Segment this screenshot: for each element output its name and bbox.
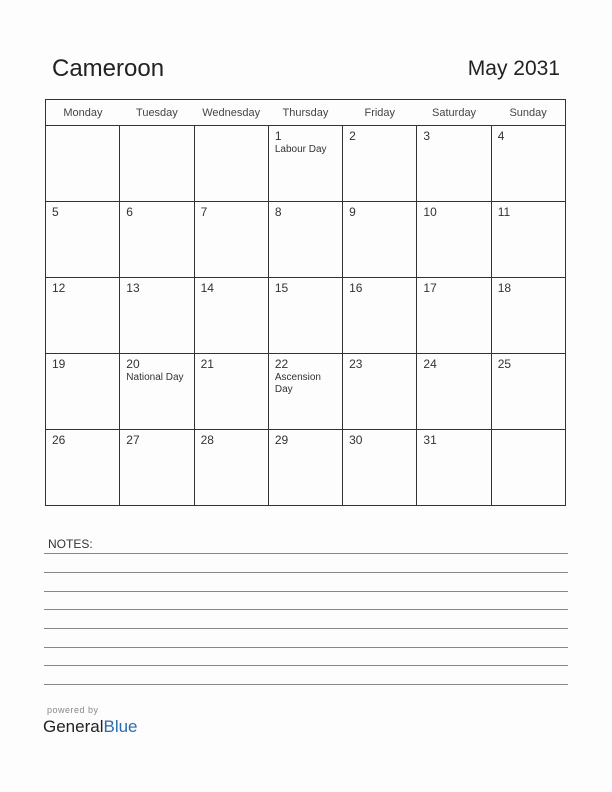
day-number: 23 [349,357,363,371]
note-line [44,609,568,610]
day-cell [343,430,417,506]
day-cell [417,354,491,430]
weekday-tuesday: Tuesday [120,100,194,126]
day-cell [46,202,120,278]
day-cell [491,354,565,430]
brand-general: General [43,717,104,736]
day-cell [120,126,194,202]
day-cell [343,126,417,202]
day-cell [46,430,120,506]
day-number: 18 [497,281,512,295]
brand-logo [43,717,138,737]
day-cell [491,126,565,202]
day-cell [46,278,120,354]
weekday-header-row [46,100,566,126]
day-cell [417,430,491,506]
day-cell [343,278,417,354]
day-cell [417,202,491,278]
day-cell [120,202,194,278]
calendar-grid [45,99,566,506]
brand-blue: Blue [103,717,138,736]
weekday-monday: Monday [46,100,120,126]
note-line [44,591,568,592]
day-number: 14 [200,281,214,295]
day-number: 4 [497,129,505,143]
day-number: 21 [200,357,214,371]
day-number: 29 [274,433,289,447]
note-line [44,572,568,573]
note-line [44,665,568,666]
day-cell [268,278,342,354]
powered-by-text: powered by [47,705,99,715]
day-number: 24 [423,357,437,371]
day-number: 30 [349,433,363,447]
day-number: 13 [126,281,140,295]
day-cell [120,430,194,506]
day-number: 22 [274,357,289,371]
holiday-label: Labour Day [274,144,327,155]
day-number: 9 [349,205,356,219]
weekday-thursday: Thursday [268,100,342,126]
day-number: 25 [497,357,512,371]
day-number: 19 [52,357,66,371]
day-cell [491,430,565,506]
day-number: 12 [52,281,66,295]
day-number: 10 [423,205,437,219]
day-cell [194,202,268,278]
weekday-sunday: Sunday [491,100,565,126]
day-cell [194,278,268,354]
day-number: 7 [200,205,208,219]
day-number: 15 [274,281,289,295]
day-cell [268,430,342,506]
day-number: 28 [200,433,214,447]
week-row [46,126,566,202]
day-number: 5 [52,205,59,219]
notes-label: NOTES: [48,537,93,551]
holiday-label: National Day [126,372,184,383]
day-number: 26 [52,433,66,447]
day-cell [120,278,194,354]
note-line [44,647,568,648]
day-cell [194,354,268,430]
day-cell [491,202,565,278]
day-number: 1 [274,129,282,143]
note-line [44,553,568,554]
week-row [46,354,566,430]
week-row [46,430,566,506]
day-cell [343,202,417,278]
country-title: Cameroon [52,55,165,82]
day-number: 2 [349,129,356,143]
day-number: 3 [423,129,431,143]
day-cell [46,126,120,202]
day-number: 6 [126,205,133,219]
day-cell [268,126,342,202]
day-cell [194,430,268,506]
weekday-saturday: Saturday [417,100,491,126]
day-cell [417,126,491,202]
note-line [44,684,568,685]
week-row [46,278,566,354]
day-number: 27 [126,433,140,447]
day-cell [417,278,491,354]
day-cell [491,278,565,354]
day-cell [268,354,342,430]
weekday-friday: Friday [343,100,417,126]
holiday-label: Ascension Day [274,372,321,395]
day-number: 20 [126,357,140,371]
day-number: 8 [274,205,282,219]
week-row [46,202,566,278]
day-cell [120,354,194,430]
day-number: 31 [423,433,437,447]
day-cell [268,202,342,278]
weekday-wednesday: Wednesday [194,100,268,126]
note-line [44,628,568,629]
day-cell [343,354,417,430]
day-number: 16 [349,281,363,295]
day-number: 17 [423,281,437,295]
day-cell [194,126,268,202]
day-number: 11 [497,205,511,219]
day-cell [46,354,120,430]
month-title: May 2031 [467,57,560,80]
